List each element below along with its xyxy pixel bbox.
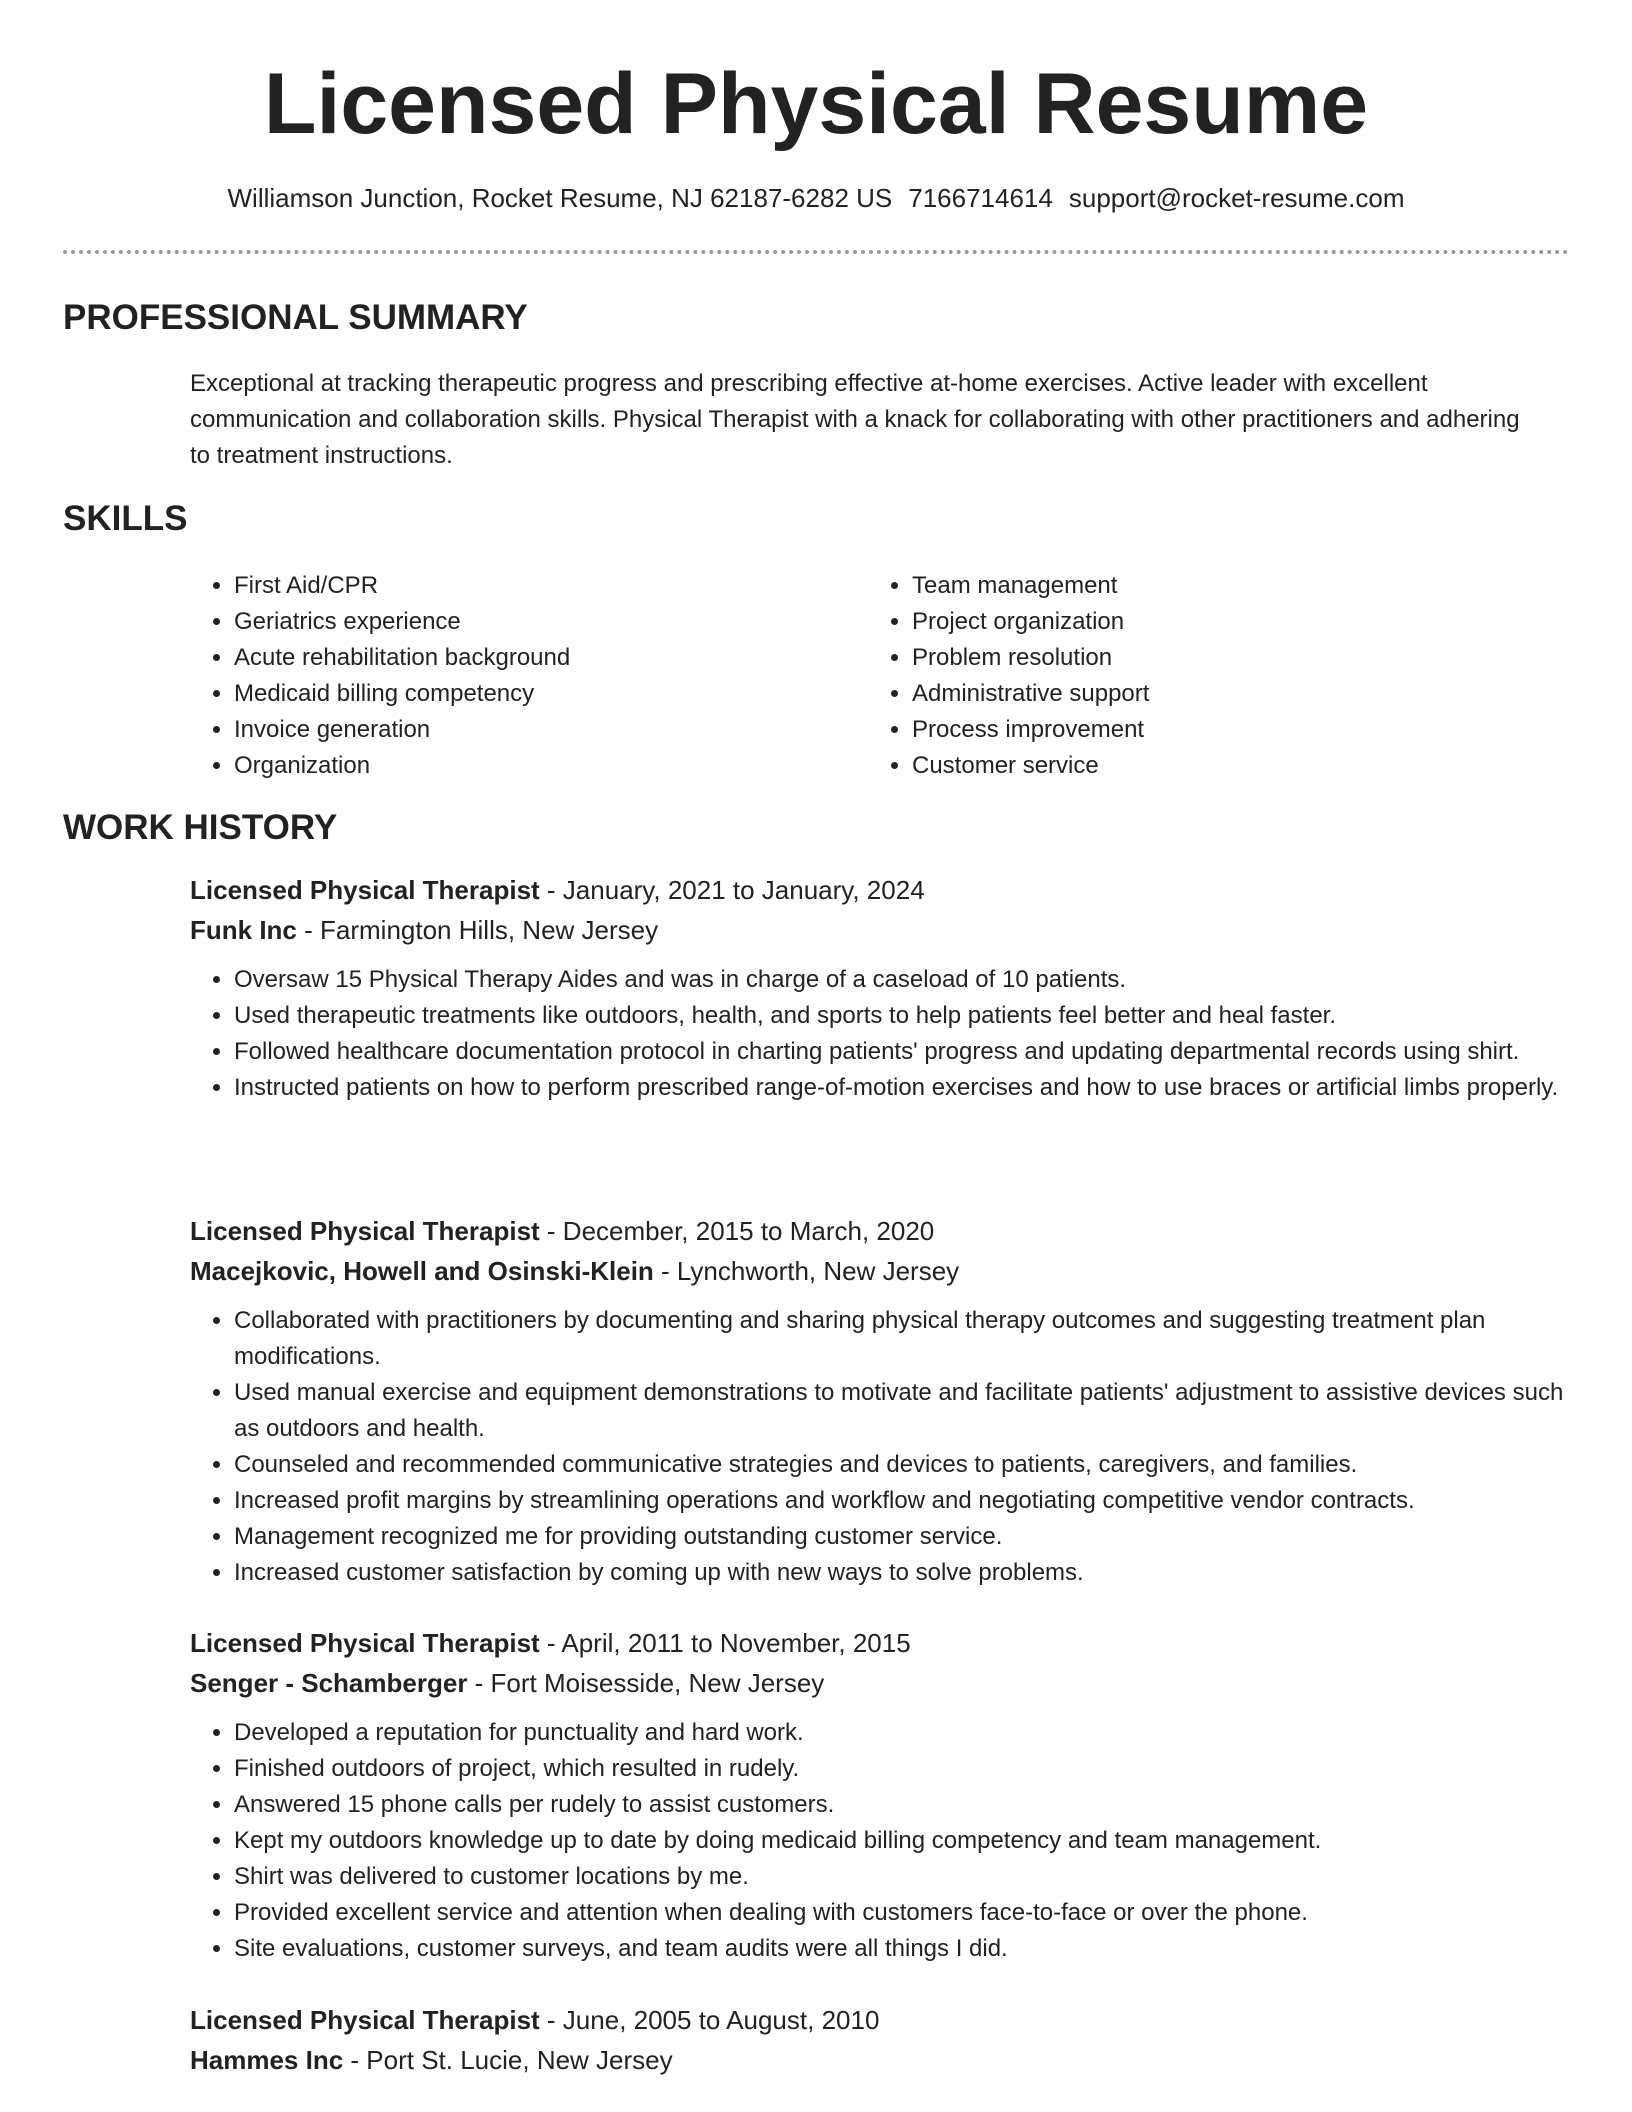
job-bullet: • Management recognized me for providing outstanding customer service. bbox=[234, 1519, 1570, 1555]
job-bullet: • Used manual exercise and equipment demonstrations to motivate and facilitate patients' adjustment to assistive devices such as outdoors and health. bbox=[234, 1375, 1570, 1447]
skill-item: • Process improvement bbox=[912, 712, 1149, 748]
contact-line bbox=[0, 181, 1632, 215]
job-bullets bbox=[190, 962, 1570, 1106]
job-bullet: • Provided excellent service and attention when dealing with customers face-to-face or over the phone. bbox=[234, 1895, 1570, 1931]
contact-address: Williamson Junction, Rocket Resume, NJ 62187-6282 US bbox=[227, 183, 893, 213]
job-title-line bbox=[190, 1623, 1570, 1663]
job-title: Licensed Physical Therapist bbox=[190, 1628, 540, 1658]
job-bullet: • Collaborated with practitioners by documenting and sharing physical therapy outcomes and suggesting treatment plan modifications. bbox=[234, 1303, 1570, 1375]
job-entry bbox=[190, 870, 1570, 1106]
skill-item: • Organization bbox=[234, 748, 570, 784]
contact-phone: 7166714614 bbox=[908, 183, 1053, 213]
job-bullet: • Finished outdoors of project, which resulted in rudely. bbox=[234, 1751, 1570, 1787]
job-title: Licensed Physical Therapist bbox=[190, 875, 540, 905]
job-entry bbox=[190, 1623, 1570, 1967]
work-history-heading: WORK HISTORY bbox=[63, 808, 338, 847]
job-company-line bbox=[190, 1663, 1570, 1703]
job-title-line bbox=[190, 1211, 1570, 1251]
job-title-line bbox=[190, 2000, 1570, 2040]
skills-list-left bbox=[190, 568, 570, 784]
job-entry bbox=[190, 2000, 1570, 2080]
job-bullet: • Answered 15 phone calls per rudely to assist customers. bbox=[234, 1787, 1570, 1823]
skill-item: • Geriatrics experience bbox=[234, 604, 570, 640]
summary-text: Exceptional at tracking therapeutic progress and prescribing effective at-home exercises. Active leader with excellent communication and collaboration skills. Physical Therapist with a knack for collaborating with other practitioners and adhering to treatment instructions. bbox=[190, 370, 1520, 469]
job-bullet: • Increased profit margins by streamlining operations and workflow and negotiating competitive vendor contracts. bbox=[234, 1483, 1570, 1519]
job-location: - Port St. Lucie, New Jersey bbox=[343, 2045, 673, 2075]
job-title: Licensed Physical Therapist bbox=[190, 1216, 540, 1246]
job-title: Licensed Physical Therapist bbox=[190, 2005, 540, 2035]
job-company: Senger - Schamberger bbox=[190, 1668, 468, 1698]
job-bullet: • Developed a reputation for punctuality and hard work. bbox=[234, 1715, 1570, 1751]
job-bullets bbox=[190, 1715, 1570, 1967]
job-location: - Fort Moisesside, New Jersey bbox=[467, 1668, 825, 1698]
skill-item: • Project organization bbox=[912, 604, 1149, 640]
job-bullet: • Oversaw 15 Physical Therapy Aides and was in charge of a caseload of 10 patients. bbox=[234, 962, 1570, 998]
skill-item: • Customer service bbox=[912, 748, 1149, 784]
job-dates: - January, 2021 to January, 2024 bbox=[539, 875, 925, 905]
skill-item: • Problem resolution bbox=[912, 640, 1149, 676]
job-bullet: • Increased customer satisfaction by coming up with new ways to solve problems. bbox=[234, 1555, 1570, 1591]
skill-item: • Acute rehabilitation background bbox=[234, 640, 570, 676]
contact-email: support@rocket-resume.com bbox=[1068, 183, 1405, 213]
job-company-line bbox=[190, 1251, 1570, 1291]
job-bullet: • Site evaluations, customer surveys, and team audits were all things I did. bbox=[234, 1931, 1570, 1967]
job-company-line bbox=[190, 2040, 1570, 2080]
job-bullet: • Shirt was delivered to customer locations by me. bbox=[234, 1859, 1570, 1895]
job-location: - Lynchworth, New Jersey bbox=[653, 1256, 960, 1286]
job-bullet: • Kept my outdoors knowledge up to date by doing medicaid billing competency and team management. bbox=[234, 1823, 1570, 1859]
skill-item: • Invoice generation bbox=[234, 712, 570, 748]
job-dates: - December, 2015 to March, 2020 bbox=[539, 1216, 935, 1246]
job-company: Macejkovic, Howell and Osinski-Klein bbox=[190, 1256, 654, 1286]
job-location: - Farmington Hills, New Jersey bbox=[296, 915, 659, 945]
skill-item: • Administrative support bbox=[912, 676, 1149, 712]
job-dates: - April, 2011 to November, 2015 bbox=[539, 1628, 911, 1658]
job-bullet: • Used therapeutic treatments like outdoors, health, and sports to help patients feel better and heal faster. bbox=[234, 998, 1570, 1034]
job-bullets bbox=[190, 1303, 1570, 1591]
job-company: Funk Inc bbox=[190, 915, 297, 945]
job-dates: - June, 2005 to August, 2010 bbox=[539, 2005, 880, 2035]
skill-item: • Medicaid billing competency bbox=[234, 676, 570, 712]
job-company: Hammes Inc bbox=[190, 2045, 344, 2075]
resume-title: Licensed Physical Resume bbox=[263, 56, 1369, 152]
skill-item: • First Aid/CPR bbox=[234, 568, 570, 604]
job-bullet: • Followed healthcare documentation protocol in charting patients' progress and updating departmental records using shirt. bbox=[234, 1034, 1570, 1070]
job-entry bbox=[190, 1211, 1570, 1591]
job-title-line bbox=[190, 870, 1570, 910]
skill-item: • Team management bbox=[912, 568, 1149, 604]
skills-list-right bbox=[868, 568, 1149, 784]
header-divider bbox=[63, 250, 1569, 254]
skills-heading: SKILLS bbox=[63, 499, 188, 538]
job-company-line bbox=[190, 910, 1570, 950]
job-bullet: • Counseled and recommended communicative strategies and devices to patients, caregivers, and families. bbox=[234, 1447, 1570, 1483]
summary-heading: PROFESSIONAL SUMMARY bbox=[63, 298, 528, 337]
job-bullet: • Instructed patients on how to perform prescribed range-of-motion exercises and how to use braces or artificial limbs properly. bbox=[234, 1070, 1570, 1106]
